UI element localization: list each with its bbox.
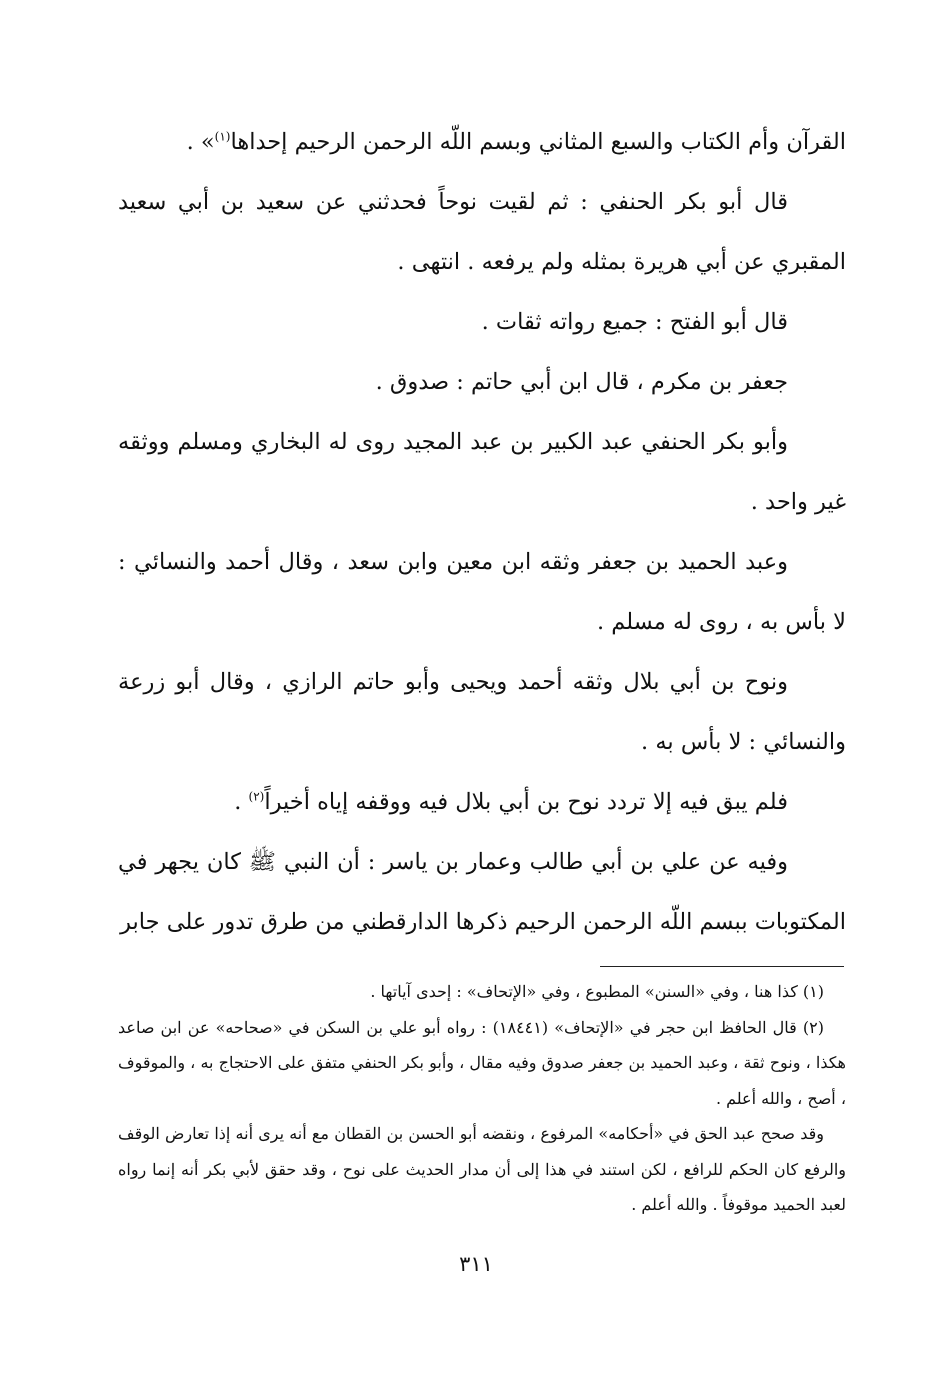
paragraph-6 [118, 532, 846, 652]
footnote-divider [600, 966, 844, 967]
page-number: ٣١١ [459, 1252, 493, 1276]
paragraph-text: قال أبو الفتح : جميع رواته ثقات . [481, 309, 788, 335]
paragraph-1 [118, 112, 846, 172]
paragraph-4 [118, 352, 846, 412]
paragraph-text: وأبو بكر الحنفي عبد الكبير بن عبد المجيد روى له البخاري ومسلم ووثقه غير واحد . [118, 429, 846, 515]
paragraph-9 [118, 832, 846, 952]
paragraph-text: وفيه عن علي بن أبي طالب وعمار بن ياسر : أن النبي ﷺ كان يجهر في المكتوبات ببسم اللّه الرحمن الرحيم ذكرها الدارقطني من طرق تدور على جابر [118, 849, 846, 935]
footnote-2-continued: وقد صحح عبد الحق في «أحكامه» المرفوع ، ونقضه أبو الحسن بن القطان مع أنه يرى أنه إذا تعارض الوقف والرفع كان الحكم للرافع ، لكن استند في هذا إلى أن مدار الحديث على نوح ، وقد حقق لأبي بكر أنه إنما رواه لعبد الحميد موقوفاً . والله أعلم . [118, 1124, 846, 1214]
paragraph-tail: » . [186, 129, 215, 155]
paragraph-text: فلم يبق فيه إلا تردد نوح بن أبي بلال فيه ووقفه إياه أخيراً [264, 789, 788, 815]
footnote-1: (١) كذا هنا ، وفي «السنن» المطبوع ، وفي «الإتحاف» : إحدى آياتها . [370, 982, 824, 1001]
paragraph-7 [118, 652, 846, 772]
paragraph-text: القرآن وأم الكتاب والسبع المثاني وبسم اللّه الرحمن الرحيم إحداها [230, 129, 846, 155]
paragraph-2 [118, 172, 846, 292]
paragraph-text: جعفر بن مكرم ، قال ابن أبي حاتم : صدوق . [375, 369, 788, 395]
footnote-2: (٢) قال الحافظ ابن حجر في «الإتحاف» (١٨٤٤١) : رواه أبو علي بن السكن في «صحاحه» عن ابن صاعد هكذا ، ونوح ثقة ، وعبد الحميد بن جعفر صدوق وفيه مقال ، وأبو بكر الحنفي متفق على الاحتجاج به ، والموقوف ، أصح ، والله أعلم . [118, 1017, 846, 1108]
paragraph-text: وعبد الحميد بن جعفر وثقه ابن معين وابن سعد ، وقال أحمد والنسائي : لا بأس به ، روى له مسلم . [118, 549, 846, 635]
paragraph-text: ونوح بن أبي بلال وثقه أحمد ويحيى وأبو حاتم الرازي ، وقال أبو زرعة والنسائي : لا بأس به . [118, 669, 846, 755]
paragraph-5 [118, 412, 846, 532]
main-text [118, 112, 846, 952]
paragraph-text: قال أبو بكر الحنفي : ثم لقيت نوحاً فحدثني عن سعيد بن أبي سعيد المقبري عن أبي هريرة بمثله ولم يرفعه . انتهى . [118, 189, 846, 275]
paragraph-3 [118, 292, 846, 352]
footnotes [118, 974, 846, 1223]
footnote-ref-1: (١) [214, 129, 231, 144]
paragraph-8 [118, 772, 846, 832]
paragraph-tail: . [234, 789, 249, 815]
footnote-ref-2: (٢) [248, 789, 265, 804]
